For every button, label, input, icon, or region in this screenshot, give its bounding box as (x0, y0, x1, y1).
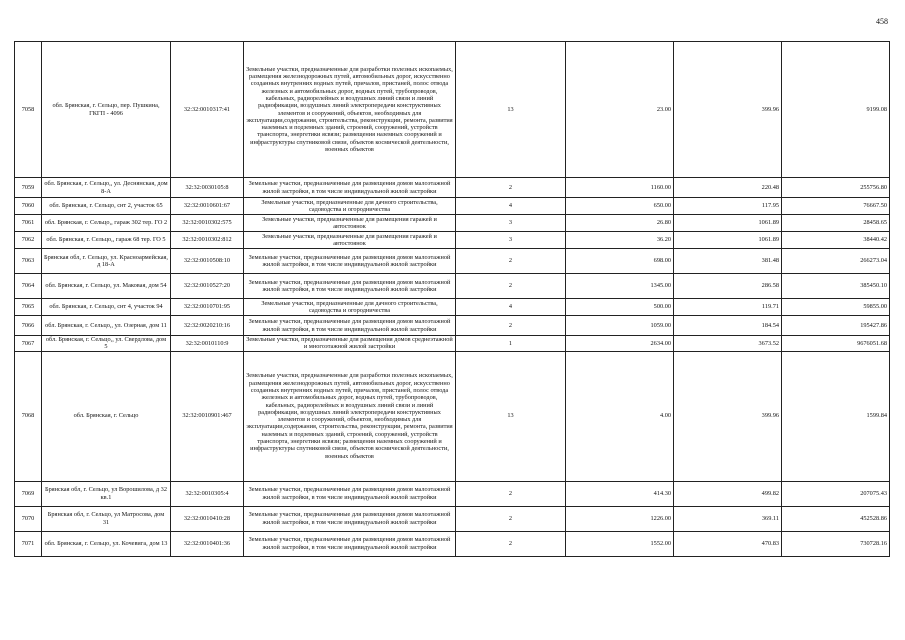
address-cell: обл. Брянская, г. Сельцо,, ул. Деснянская, дом 8-А (42, 178, 171, 198)
cadastral-number-cell: 32:32:0010302:812 (171, 232, 244, 249)
address-cell: обл. Брянская, г. Сельцо,, ул. Озерная, дом 11 (42, 316, 171, 336)
specific-value-cell: 220.48 (674, 178, 782, 198)
table-row (15, 249, 890, 274)
specific-value-cell: 369.11 (674, 506, 782, 531)
permitted-use-cell: Земельные участки, предназначенные для разработки полезных ископаемых, размещения железнодорожных путей, автомобильных дорог, искусственно созданных внутренних водных путей, причалов, пристаней, полос отвода железных и автомобильных дорог, водных путей, трубопроводов, кабельных, радиорелейных и воздушных линий связи и линий радиофикации, воздушных линий электропередачи конструктивных элементов и сооружений, объектов, необходимых для эксплуатации,содержания, строительства, реконструкции, ремонта, развития наземных и подземных зданий, строений, сооружений, устройств транспорта, энергетики ясвязи; размещения наземных сооружений и инфраструктуры спутниковой связи, объектов космической деятельности, военных объектов (244, 42, 456, 178)
address-cell: обл. Брянская, г. Сельцо,, гараж 68 тер. ГО 5 (42, 232, 171, 249)
table-row (15, 531, 890, 556)
permitted-use-cell: Земельные участки, предназначенные для дачного строительства, садоводства и огородничества (244, 198, 456, 215)
table-row (15, 316, 890, 336)
row-number-cell: 7071 (15, 531, 42, 556)
page-number: 458 (876, 17, 888, 26)
area-cell: 1226.00 (566, 506, 674, 531)
cadastral-number-cell: 32:32:0010901:467 (171, 351, 244, 481)
row-number-cell: 7065 (15, 299, 42, 316)
land-parcel-table (14, 41, 890, 557)
row-number-cell: 7061 (15, 215, 42, 232)
cadastral-value-cell: 195427.86 (782, 316, 890, 336)
permitted-use-cell: Земельные участки, предназначенные для размещения домов малоэтажной жилой застройки, в том числе индивидуальной жилой застройки (244, 249, 456, 274)
use-category-cell: 2 (456, 178, 566, 198)
row-number-cell: 7063 (15, 249, 42, 274)
area-cell: 698.00 (566, 249, 674, 274)
row-number-cell: 7067 (15, 336, 42, 352)
cadastral-value-cell: 28458.65 (782, 215, 890, 232)
use-category-cell: 4 (456, 198, 566, 215)
permitted-use-cell: Земельные участки, предназначенные для разработки полезных ископаемых, размещения железнодорожных путей, автомобильных дорог, искусственно созданных внутренних водных путей, причалов, пристаней, полос отвода железных и автомобильных дорог, водных путей, трубопроводов, кабельных, радиорелейных и воздушных линий связи и линий радиофикации, воздушных линий электропередачи конструктивных элементов и сооружений, объектов, необходимых для эксплуатации,содержания, строительства, реконструкции, ремонта, развития наземных и подземных зданий, строений, сооружений, устройств транспорта, энергетики ясвязи; размещения наземных сооружений и инфраструктуры спутниковой связи, объектов космической деятельности, военных объектов (244, 351, 456, 481)
cadastral-value-cell: 255756.80 (782, 178, 890, 198)
table-row (15, 274, 890, 299)
cadastral-value-cell: 452528.86 (782, 506, 890, 531)
cadastral-value-cell: 266273.04 (782, 249, 890, 274)
permitted-use-cell: Земельные участки, предназначенные для размещения домов малоэтажной жилой застройки, в том числе индивидуальной жилой застройки (244, 531, 456, 556)
address-cell: обл. Брянская, г. Сельцо, снт 2, участок 65 (42, 198, 171, 215)
table-row (15, 299, 890, 316)
address-cell: Брянская обл, г. Сельцо, ул. Красноармейская, д 18-А (42, 249, 171, 274)
cadastral-number-cell: 32:32:0010401:36 (171, 531, 244, 556)
specific-value-cell: 470.83 (674, 531, 782, 556)
row-number-cell: 7064 (15, 274, 42, 299)
cadastral-value-cell: 385450.10 (782, 274, 890, 299)
cadastral-number-cell: 32:32:0010701:95 (171, 299, 244, 316)
area-cell: 36.20 (566, 232, 674, 249)
area-cell: 1160.00 (566, 178, 674, 198)
use-category-cell: 2 (456, 531, 566, 556)
cadastral-value-cell: 1599.84 (782, 351, 890, 481)
specific-value-cell: 381.48 (674, 249, 782, 274)
cadastral-number-cell: 32:32:0010410:28 (171, 506, 244, 531)
row-number-cell: 7062 (15, 232, 42, 249)
cadastral-number-cell: 32:32:0010305:4 (171, 481, 244, 506)
address-cell: Брянская обл, г. Сельцо, ул Ворошилова, д 32 кв.1 (42, 481, 171, 506)
use-category-cell: 3 (456, 232, 566, 249)
address-cell: обл. Брянская, г. Сельцо (42, 351, 171, 481)
use-category-cell: 2 (456, 481, 566, 506)
use-category-cell: 13 (456, 42, 566, 178)
permitted-use-cell: Земельные участки, предназначенные для размещения домов среднеэтажной и многоэтажной жилой застройки (244, 336, 456, 352)
address-cell: Брянская обл, г. Сельцо, ул Матросова, дом 31 (42, 506, 171, 531)
use-category-cell: 2 (456, 316, 566, 336)
permitted-use-cell: Земельные участки, предназначенные для размещения домов малоэтажной жилой застройки, в том числе индивидуальной жилой застройки (244, 506, 456, 531)
row-number-cell: 7070 (15, 506, 42, 531)
use-category-cell: 13 (456, 351, 566, 481)
use-category-cell: 2 (456, 506, 566, 531)
permitted-use-cell: Земельные участки, предназначенные для размещения домов малоэтажной жилой застройки, в том числе индивидуальной жилой застройки (244, 481, 456, 506)
cadastral-number-cell: 32:32:0010110:9 (171, 336, 244, 352)
permitted-use-cell: Земельные участки, предназначенные для размещения гаражей и автостоянок (244, 232, 456, 249)
address-cell: обл. Брянская, г. Сельцо, ул. Кочевига, дом 13 (42, 531, 171, 556)
cadastral-value-cell: 59855.00 (782, 299, 890, 316)
row-number-cell: 7066 (15, 316, 42, 336)
area-cell: 2634.00 (566, 336, 674, 352)
cadastral-number-cell: 32:32:0010302:575 (171, 215, 244, 232)
address-cell: обл. Брянская, г. Сельцо,, ул. Свердлова, дом 5 (42, 336, 171, 352)
area-cell: 4.00 (566, 351, 674, 481)
cadastral-value-cell: 38440.42 (782, 232, 890, 249)
row-number-cell: 7058 (15, 42, 42, 178)
use-category-cell: 3 (456, 215, 566, 232)
permitted-use-cell: Земельные участки, предназначенные для размещения домов малоэтажной жилой застройки, в том числе индивидуальной жилой застройки (244, 274, 456, 299)
use-category-cell: 4 (456, 299, 566, 316)
table-row (15, 198, 890, 215)
permitted-use-cell: Земельные участки, предназначенные для размещения гаражей и автостоянок (244, 215, 456, 232)
specific-value-cell: 286.58 (674, 274, 782, 299)
cadastral-number-cell: 32:32:0030105:8 (171, 178, 244, 198)
specific-value-cell: 117.95 (674, 198, 782, 215)
cadastral-value-cell: 730728.16 (782, 531, 890, 556)
address-cell: обл. Брянская, г. Сельцо, ул. Маковая, дом 54 (42, 274, 171, 299)
use-category-cell: 2 (456, 249, 566, 274)
area-cell: 1552.00 (566, 531, 674, 556)
cadastral-value-cell: 9199.08 (782, 42, 890, 178)
table-row (15, 42, 890, 178)
address-cell: обл. Брянская, г. Сельцо, снт 4, участок 94 (42, 299, 171, 316)
specific-value-cell: 499.82 (674, 481, 782, 506)
row-number-cell: 7059 (15, 178, 42, 198)
specific-value-cell: 399.96 (674, 42, 782, 178)
row-number-cell: 7068 (15, 351, 42, 481)
cadastral-number-cell: 32:32:0010601:67 (171, 198, 244, 215)
cadastral-value-cell: 76667.50 (782, 198, 890, 215)
specific-value-cell: 119.71 (674, 299, 782, 316)
row-number-cell: 7069 (15, 481, 42, 506)
table-row (15, 178, 890, 198)
area-cell: 414.30 (566, 481, 674, 506)
cadastral-value-cell: 9676051.68 (782, 336, 890, 352)
area-cell: 1345.00 (566, 274, 674, 299)
area-cell: 26.80 (566, 215, 674, 232)
cadastral-number-cell: 32:32:0010317:41 (171, 42, 244, 178)
row-number-cell: 7060 (15, 198, 42, 215)
permitted-use-cell: Земельные участки, предназначенные для дачного строительства, садоводства и огородничества (244, 299, 456, 316)
table-row (15, 351, 890, 481)
use-category-cell: 2 (456, 274, 566, 299)
area-cell: 23.00 (566, 42, 674, 178)
cadastral-value-cell: 207075.43 (782, 481, 890, 506)
cadastral-number-cell: 32:32:0010508:10 (171, 249, 244, 274)
specific-value-cell: 399.96 (674, 351, 782, 481)
address-cell: обл. Брянская, г. Сельцо, пер. Пушкина, ГКГП - 4096 (42, 42, 171, 178)
table-row (15, 215, 890, 232)
address-cell: обл. Брянская, г. Сельцо,, гараж 302 тер. ГО 2 (42, 215, 171, 232)
table-row (15, 232, 890, 249)
table-row (15, 481, 890, 506)
specific-value-cell: 1061.89 (674, 215, 782, 232)
permitted-use-cell: Земельные участки, предназначенные для размещения домов малоэтажной жилой застройки, в том числе индивидуальной жилой застройки (244, 316, 456, 336)
specific-value-cell: 1061.89 (674, 232, 782, 249)
permitted-use-cell: Земельные участки, предназначенные для размещения домов малоэтажной жилой застройки, в том числе индивидуальной жилой застройки (244, 178, 456, 198)
table-row (15, 336, 890, 352)
use-category-cell: 1 (456, 336, 566, 352)
cadastral-number-cell: 32:32:0010527:20 (171, 274, 244, 299)
specific-value-cell: 3673.52 (674, 336, 782, 352)
area-cell: 650.00 (566, 198, 674, 215)
cadastral-number-cell: 32:32:0020210:16 (171, 316, 244, 336)
area-cell: 500.00 (566, 299, 674, 316)
table-row (15, 506, 890, 531)
area-cell: 1059.00 (566, 316, 674, 336)
specific-value-cell: 184.54 (674, 316, 782, 336)
